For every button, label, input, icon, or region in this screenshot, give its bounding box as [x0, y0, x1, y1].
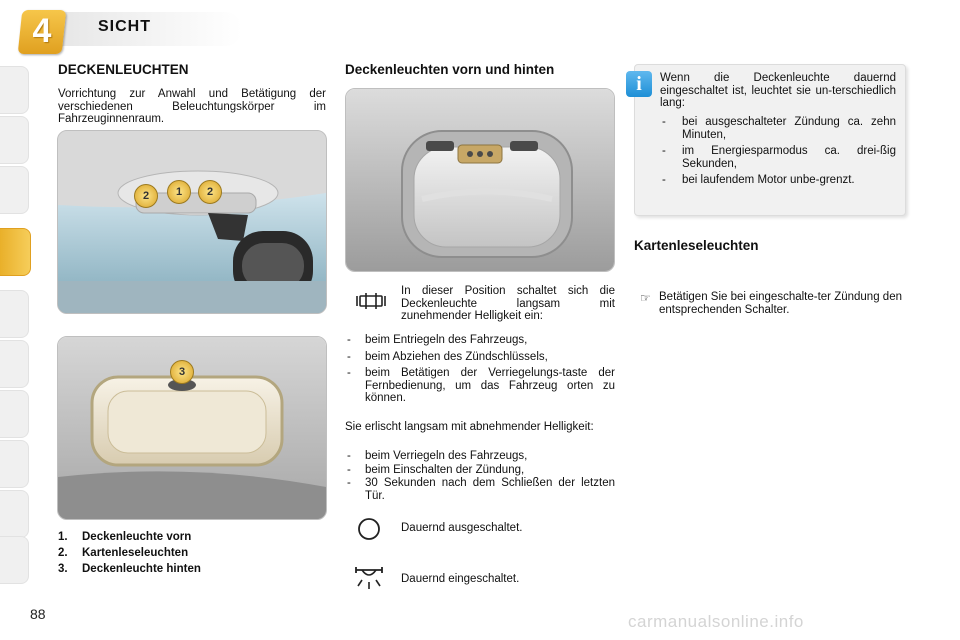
chapter-tab-7[interactable]	[0, 390, 29, 438]
chapter-tab-1[interactable]	[0, 66, 29, 114]
switch-closeup-illustration	[346, 89, 614, 271]
callout-2-right: 2	[198, 180, 222, 204]
section-heading: DECKENLEUCHTEN	[58, 62, 189, 77]
legend-list	[58, 531, 328, 579]
door-mode-icon	[356, 291, 386, 311]
callout-1: 1	[167, 180, 191, 204]
light-off-icon	[356, 516, 382, 542]
middle-heading: Deckenleuchten vorn und hinten	[345, 62, 555, 77]
rear-light-photo	[57, 336, 327, 520]
legend-number: 2.	[58, 547, 68, 559]
list-item: - bei ausgeschalteter Zündung ca. zehn Minuten,	[660, 116, 896, 141]
on-events-list	[345, 334, 615, 409]
section-intro: Vorrichtung zur Anwahl und Betätigung der verschiedenen Beleuchtungskörper im Fahrzeuginnenraum.	[58, 88, 326, 125]
list-item: - beim Verriegeln des Fahrzeugs,	[345, 450, 615, 463]
reading-lights-heading: Kartenleseleuchten	[634, 238, 759, 253]
callout-2-left: 2	[134, 184, 158, 208]
legend-item	[58, 563, 328, 575]
chapter-tab-4-active[interactable]	[0, 228, 31, 276]
list-item: - 30 Sekunden nach dem Schließen der letzten Tür.	[345, 477, 615, 502]
list-item: - bei laufendem Motor unbe-grenzt.	[660, 174, 896, 187]
watermark: carmanualsonline.info	[628, 612, 804, 631]
front-console-photo	[57, 130, 327, 314]
info-list	[660, 116, 896, 191]
chapter-tab-5[interactable]	[0, 290, 29, 338]
legend-number: 1.	[58, 531, 68, 543]
chapter-tab-2[interactable]	[0, 116, 29, 164]
off-intro-text: Sie erlischt langsam mit abnehmender Helligkeit:	[345, 421, 594, 433]
pointing-hand-icon: ☞	[640, 291, 651, 305]
chapter-tab-9[interactable]	[0, 490, 29, 538]
chapter-tab-6[interactable]	[0, 340, 29, 388]
info-text: Wenn die Deckenleuchte dauernd eingeschaltet ist, leuchtet sie un-terschiedlich lang:	[660, 72, 896, 109]
page-number: 88	[30, 606, 46, 622]
list-item: - beim Entriegeln des Fahrzeugs,	[345, 334, 615, 347]
legend-label: Deckenleuchte vorn	[82, 531, 192, 543]
light-on-icon	[352, 564, 386, 592]
chapter-tab-10[interactable]	[0, 536, 29, 584]
list-item: - im Energiesparmodus ca. drei-ßig Sekunden,	[660, 145, 896, 170]
always-off-text: Dauernd ausgeschaltet.	[401, 522, 523, 534]
info-icon: i	[626, 71, 652, 97]
front-console-illustration	[58, 131, 326, 313]
legend-number: 3.	[58, 563, 68, 575]
legend-label: Kartenleseleuchten	[82, 547, 189, 559]
always-on-text: Dauernd eingeschaltet.	[401, 573, 520, 585]
list-item: - beim Einschalten der Zündung,	[345, 464, 615, 477]
chapter-tab-3[interactable]	[0, 166, 29, 214]
switch-closeup-photo	[345, 88, 615, 272]
legend-item	[58, 547, 328, 559]
legend-label: Deckenleuchte hinten	[82, 563, 201, 575]
chapter-title: SICHT	[98, 18, 151, 35]
chapter-tab-8[interactable]	[0, 440, 29, 488]
off-events-list	[345, 450, 615, 503]
callout-3: 3	[170, 360, 194, 384]
list-item: - beim Abziehen des Zündschlüssels,	[345, 351, 615, 364]
auto-mode-text: In dieser Position schaltet sich die Deckenleuchte langsam mit zunehmender Helligkeit ein:	[401, 285, 615, 322]
list-item: - beim Betätigen der Verriegelungs-taste der Fernbedienung, um das Fahrzeug orten zu können.	[345, 367, 615, 405]
legend-item	[58, 531, 328, 543]
chapter-number: 4	[32, 12, 52, 50]
reading-lights-text: Betätigen Sie bei eingeschalte-ter Zündung den entsprechenden Schalter.	[659, 291, 902, 316]
chapter-header-bar	[62, 12, 242, 46]
rear-light-illustration	[58, 337, 326, 519]
